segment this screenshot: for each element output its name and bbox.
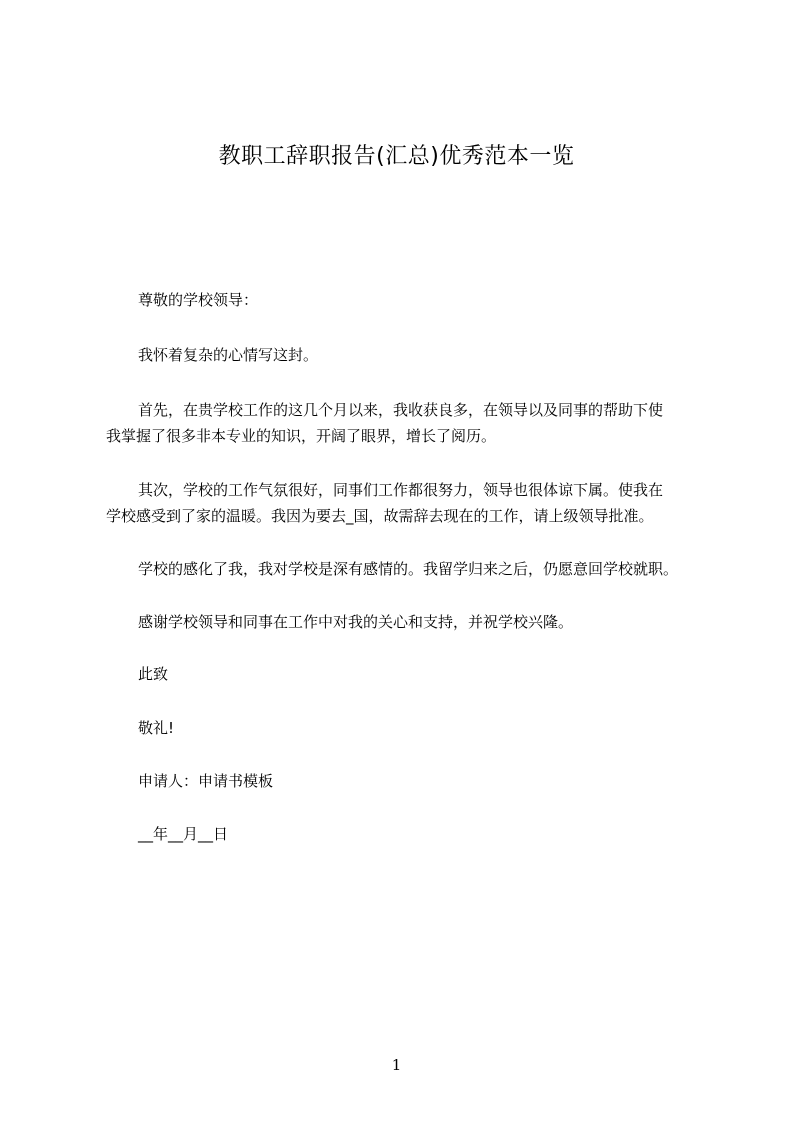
- paragraph-3-line-2: 学校感受到了家的温暖。我因为要去_国，故需辞去现在的工作，请上级领导批准。: [106, 507, 654, 525]
- closing-line-2: 敬礼!: [138, 719, 175, 737]
- salutation: 尊敬的学校领导：: [138, 291, 259, 309]
- paragraph-2-line-2: 我掌握了很多非本专业的知识，开阔了眼界，增长了阅历。: [106, 427, 497, 445]
- paragraph-2: [106, 397, 706, 449]
- paragraph-1: 我怀着复杂的心情写这封。: [138, 346, 319, 364]
- paragraph-3: [106, 477, 706, 529]
- paragraph-5: 感谢学校领导和同事在工作中对我的关心和支持，并祝学校兴隆。: [138, 613, 574, 631]
- paragraph-3-line-1: 其次，学校的工作气氛很好，同事们工作都很努力，领导也很体谅下属。使我在: [138, 481, 664, 499]
- page-number: 1: [391, 1056, 402, 1074]
- document-title: 教职工辞职报告(汇总)优秀范本一览: [218, 144, 575, 169]
- applicant-line: 申请人：申请书模板: [138, 772, 274, 790]
- date-line: __年__月__日: [138, 825, 229, 843]
- closing-line-1: 此致: [138, 665, 169, 683]
- paragraph-4: 学校的感化了我，我对学校是深有感情的。我留学归来之后，仍愿意回学校就职。: [138, 560, 679, 578]
- paragraph-2-line-1: 首先，在贵学校工作的这几个月以来，我收获良多，在领导以及同事的帮助下使: [138, 401, 664, 419]
